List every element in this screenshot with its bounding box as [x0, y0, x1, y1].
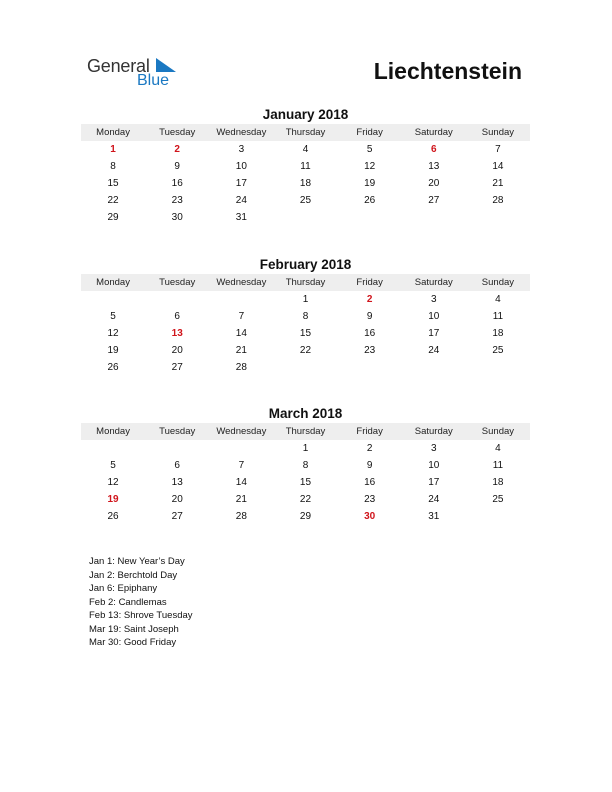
day-cell: 16	[364, 477, 376, 488]
day-cell: 5	[366, 144, 373, 155]
holiday-day-cell: 2	[366, 294, 373, 305]
day-cell: 14	[235, 477, 247, 488]
weekday-header: Thursday	[285, 127, 326, 138]
day-cell: 11	[492, 460, 504, 471]
day-cell: 6	[174, 460, 180, 471]
weekday-header: Wednesday	[216, 127, 267, 138]
weekday-header: Wednesday	[216, 277, 267, 288]
week-row	[81, 308, 530, 325]
day-cell: 13	[428, 161, 440, 172]
week-row	[81, 209, 530, 226]
logo-text-blue: Blue	[137, 72, 170, 89]
day-cell: 25	[492, 345, 504, 356]
day-cell	[466, 359, 530, 376]
day-cell: 17	[428, 477, 440, 488]
week-row	[81, 141, 530, 158]
day-cell: 22	[107, 195, 119, 206]
weekday-header: Sunday	[481, 127, 515, 138]
day-cell	[338, 209, 402, 226]
day-cell	[81, 291, 145, 308]
week-row	[81, 474, 530, 491]
day-cell: 29	[107, 212, 119, 223]
week-row	[81, 359, 530, 376]
week-row	[81, 508, 530, 525]
day-cell: 4	[302, 144, 309, 155]
day-cell: 23	[171, 195, 183, 206]
holiday-list-item: Mar 30: Good Friday	[89, 637, 177, 648]
day-cell: 12	[107, 477, 119, 488]
day-cell: 21	[235, 494, 247, 505]
day-cell: 12	[364, 161, 376, 172]
day-cell	[81, 440, 145, 457]
day-cell: 8	[302, 311, 309, 322]
day-cell: 20	[171, 494, 183, 505]
day-cell: 18	[299, 178, 312, 189]
day-cell: 16	[364, 328, 376, 339]
day-cell: 13	[171, 477, 183, 488]
day-cell: 12	[107, 328, 119, 339]
day-cell: 19	[107, 345, 119, 356]
weekday-header: Thursday	[285, 426, 326, 437]
day-cell: 17	[428, 328, 440, 339]
day-cell	[145, 440, 209, 457]
logo	[87, 56, 187, 92]
month-calendar	[81, 106, 530, 226]
day-cell: 4	[495, 443, 501, 454]
month-calendar	[81, 256, 530, 376]
day-cell	[402, 359, 466, 376]
holiday-day-cell: 13	[171, 328, 183, 339]
day-cell	[466, 209, 530, 226]
day-cell: 3	[430, 443, 437, 454]
holiday-day-cell: 2	[174, 144, 180, 155]
day-cell: 18	[492, 477, 504, 488]
week-row	[81, 457, 530, 474]
holiday-list-item: Jan 2: Berchtold Day	[89, 569, 178, 581]
week-row	[81, 325, 530, 342]
month-title: January 2018	[262, 107, 349, 122]
weekday-header-row	[81, 124, 530, 141]
day-cell	[338, 359, 402, 376]
day-cell: 7	[238, 460, 245, 471]
day-cell: 28	[235, 362, 247, 373]
day-cell: 15	[299, 477, 312, 488]
day-cell: 31	[235, 212, 247, 223]
day-cell	[209, 291, 273, 308]
weekday-header: Saturday	[414, 277, 453, 288]
weekday-header-row	[81, 274, 530, 291]
day-cell: 19	[364, 178, 376, 189]
day-cell: 9	[174, 161, 180, 172]
month-calendar	[81, 405, 530, 525]
day-cell: 26	[107, 362, 119, 373]
holiday-list-item: Mar 19: Saint Joseph	[89, 623, 179, 635]
week-row	[81, 291, 530, 308]
day-cell	[209, 440, 273, 457]
day-cell: 5	[110, 311, 116, 322]
weekday-header: Monday	[96, 277, 130, 288]
holiday-list	[89, 555, 193, 650]
holiday-list-item: Feb 13: Shrove Tuesday	[89, 610, 193, 621]
day-cell: 1	[302, 294, 309, 305]
day-cell: 21	[235, 345, 247, 356]
day-cell: 9	[366, 460, 373, 471]
day-cell: 16	[171, 178, 183, 189]
day-cell: 15	[107, 178, 119, 189]
day-cell: 4	[495, 294, 501, 305]
month-title: March 2018	[268, 406, 343, 421]
day-cell: 26	[107, 511, 119, 522]
day-cell: 22	[299, 494, 312, 505]
country-title: Liechtenstein	[373, 58, 522, 84]
weekday-header-row	[81, 423, 530, 440]
day-cell: 25	[299, 195, 312, 206]
holiday-day-cell: 6	[430, 144, 437, 155]
day-cell: 31	[428, 511, 440, 522]
week-row	[81, 440, 530, 457]
weekday-header: Tuesday	[159, 277, 196, 288]
day-cell	[273, 209, 337, 226]
day-cell: 25	[492, 494, 504, 505]
day-cell	[145, 291, 209, 308]
holiday-day-cell: 19	[107, 494, 119, 505]
holiday-day-cell: 1	[110, 144, 116, 155]
week-row	[81, 342, 530, 359]
day-cell: 9	[366, 311, 373, 322]
day-cell: 10	[428, 311, 440, 322]
day-cell: 7	[238, 311, 245, 322]
day-cell: 20	[171, 345, 183, 356]
day-cell: 28	[235, 511, 247, 522]
day-cell: 15	[299, 328, 312, 339]
day-cell: 10	[428, 460, 440, 471]
day-cell: 27	[428, 195, 440, 206]
day-cell: 27	[171, 362, 183, 373]
day-cell: 27	[171, 511, 183, 522]
day-cell: 2	[366, 443, 373, 454]
day-cell: 11	[300, 161, 311, 172]
month-title: February 2018	[259, 257, 352, 272]
weekday-header: Saturday	[414, 127, 453, 138]
holiday-list-item: Jan 1: New Year’s Day	[89, 556, 185, 567]
day-cell: 11	[492, 311, 504, 322]
day-cell: 24	[235, 195, 247, 206]
weekday-header: Friday	[356, 426, 383, 437]
week-row	[81, 158, 530, 175]
day-cell: 21	[492, 178, 504, 189]
day-cell	[466, 508, 530, 525]
day-cell: 7	[495, 144, 501, 155]
week-row	[81, 192, 530, 209]
weekday-header: Tuesday	[159, 426, 196, 437]
day-cell: 30	[171, 212, 183, 223]
weekday-header: Sunday	[481, 426, 515, 437]
weekday-header: Friday	[356, 127, 383, 138]
day-cell: 5	[110, 460, 116, 471]
day-cell: 8	[302, 460, 309, 471]
day-cell	[402, 209, 466, 226]
day-cell: 3	[430, 294, 437, 305]
day-cell: 3	[238, 144, 245, 155]
day-cell: 28	[492, 195, 504, 206]
weekday-header: Saturday	[414, 426, 453, 437]
day-cell: 18	[492, 328, 504, 339]
day-cell: 8	[110, 161, 116, 172]
day-cell: 20	[428, 178, 440, 189]
day-cell: 24	[428, 345, 440, 356]
day-cell: 1	[302, 443, 309, 454]
day-cell: 29	[299, 511, 312, 522]
day-cell: 23	[364, 345, 376, 356]
weekday-header: Tuesday	[159, 127, 196, 138]
day-cell: 24	[428, 494, 440, 505]
weekday-header: Monday	[96, 426, 130, 437]
week-row	[81, 491, 530, 508]
holiday-day-cell: 30	[364, 511, 376, 522]
day-cell: 26	[364, 195, 376, 206]
holiday-list-item: Feb 2: Candlemas	[89, 596, 167, 608]
day-cell: 14	[492, 161, 504, 172]
day-cell: 14	[235, 328, 247, 339]
logo-text-general: General	[87, 56, 150, 76]
day-cell: 22	[299, 345, 312, 356]
holiday-list-item: Jan 6: Epiphany	[89, 583, 158, 594]
day-cell	[273, 359, 337, 376]
day-cell: 23	[364, 494, 376, 505]
weekday-header: Thursday	[285, 277, 326, 288]
day-cell: 10	[235, 161, 247, 172]
day-cell: 6	[174, 311, 180, 322]
day-cell: 17	[235, 178, 247, 189]
weekday-header: Wednesday	[216, 426, 267, 437]
weekday-header: Sunday	[481, 277, 515, 288]
weekday-header: Monday	[96, 127, 130, 138]
week-row	[81, 175, 530, 192]
weekday-header: Friday	[356, 277, 383, 288]
